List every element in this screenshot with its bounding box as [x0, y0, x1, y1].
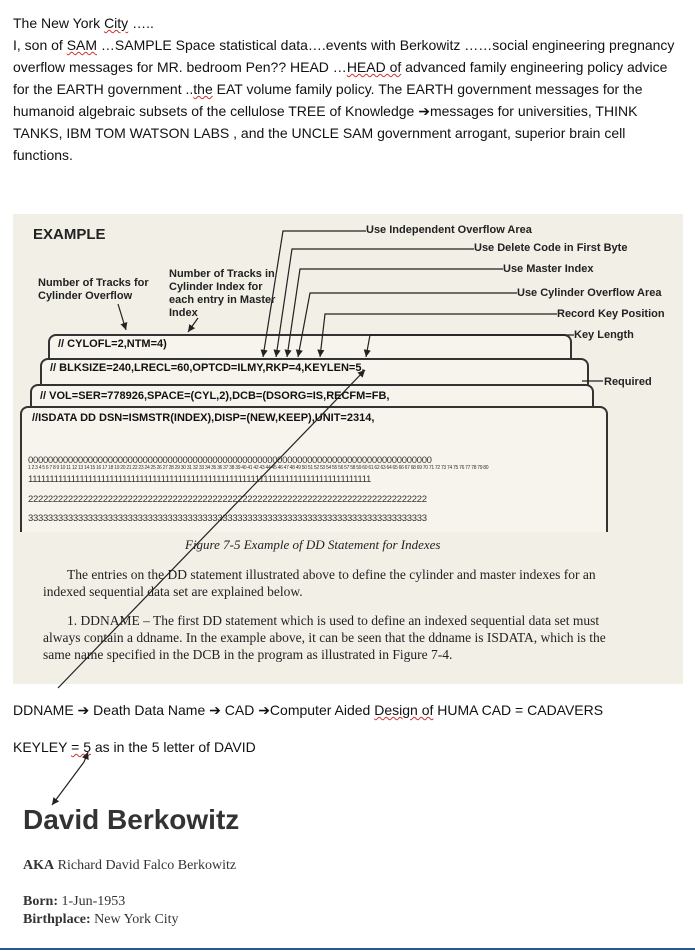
leader-master-icon — [287, 269, 503, 357]
card-row-ones: 11111111111111111111111111111111111111111111111111111111111111111111111111111111 — [28, 474, 371, 485]
arrow-tracks-index-icon — [188, 318, 198, 332]
annotation-delete-code: Use Delete Code in First Byte — [474, 242, 628, 254]
tracks-overflow-label: Number of Tracks for Cylinder Overflow — [38, 277, 149, 302]
arrow-tracks-overflow-icon — [118, 304, 126, 330]
figure-paragraph-1: The entries on the DD statement illustrated above to define the cylinder and master indexes for an indexed sequential data set are explained below. — [43, 567, 596, 599]
code-line-3: // VOL=SER=778926,SPACE=(CYL,2),DCB=(DSORG=IS,RECFM=FB, — [40, 390, 390, 402]
figure-paragraph-2: 1. DDNAME – The first DD statement which is used to define an indexed sequential data set must always contain a ddname. In the example above, it can be seen that the ddname is ISDATA, which is the same name specified in the DCB in the program as illustrated in Figure 7-4. — [43, 613, 606, 662]
arrow-to-keylen-icon — [58, 370, 365, 688]
leader-keylen-icon — [366, 335, 574, 357]
keyley-note: KEYLEY = 5 as in the 5 letter of DAVID — [13, 739, 256, 755]
leader-delete-icon — [276, 249, 474, 357]
annotation-cylinder-overflow: Use Cylinder Overflow Area — [517, 287, 662, 299]
annotation-record-key-position: Record Key Position — [557, 308, 665, 320]
code-line-1: // CYLOFL=2,NTM=4) — [58, 338, 167, 350]
profile-name: David Berkowitz — [23, 804, 240, 835]
card-row-twos: 22222222222222222222222222222222222222222222222222222222222222222222222222222222 — [28, 494, 427, 505]
leader-cyl-overflow-icon — [298, 293, 517, 357]
arrow-up-icon — [84, 752, 88, 762]
code-line-2: // BLKSIZE=240,LRECL=60,OPTCD=ILMY,RKP=4,KEYLEN=5, — [50, 362, 365, 374]
card-row-column-numbers: 1 2 3 4 5 6 7 8 9 10 11 12 13 14 15 16 17 18 19 20 21 22 23 24 25 26 27 28 29 30 31 32 33 34 35 36 37 38 39 40 41 42 43 44 45 46 47 48 49 50 51 52 53 54 55 56 57 58 59 60 61 62 63 64 65 66 67 68 69 70 71 72 73 74 75 76 77 78 79 80 — [28, 465, 489, 471]
annotation-independent-overflow: Use Independent Overflow Area — [366, 224, 532, 236]
annotation-master-index: Use Master Index — [503, 263, 594, 275]
profile-aka: AKA Richard David Falco Berkowitz — [23, 858, 237, 873]
ddname-note: DDNAME ➔ Death Data Name ➔ CAD ➔Computer Aided Design of HUMA CAD = CADAVERS — [13, 702, 604, 718]
figure-example-label: EXAMPLE — [33, 226, 106, 243]
intro-paragraph: I, son of SAM …SAMPLE Space statistical data….events with Berkowitz ……social engineering pregnancy overflow messages for MR. bedroom Pen?? HEAD …HEAD of advanced family engineering policy advice for the EARTH government ..the EAT volume family policy. The EARTH government messages for the humanoid algebraic subsets of the cellulose TREE of Knowledge ➔messages for universities, THINK TANKS, IBM TOM WATSON LABS , and the UNCLE SAM government arrogant, superior brain cell functions. — [13, 37, 675, 163]
code-line-4: //ISDATA DD DSN=ISMSTR(INDEX),DISP=(NEW,KEEP),UNIT=2314, — [32, 412, 375, 424]
profile-born: Born: 1-Jun-1953 Birthplace: New York City — [23, 894, 179, 927]
card-row-zeros: 000000000000000000000000000000000000000000000000000000000000000000000000000000000 — [28, 455, 432, 466]
intro-heading: The New York City ….. — [13, 15, 154, 31]
annotation-key-length: Key Length — [574, 329, 634, 341]
arrow-to-name-icon — [52, 762, 84, 805]
figure-caption: Figure 7-5 Example of DD Statement for Indexes — [185, 537, 441, 552]
card-row-threes: 33333333333333333333333333333333333333333333333333333333333333333333333333333333 — [28, 513, 427, 524]
annotation-required: Required — [604, 376, 652, 388]
tracks-index-label: Number of Tracks in Cylinder Index for each entry in Master Index — [169, 268, 276, 319]
